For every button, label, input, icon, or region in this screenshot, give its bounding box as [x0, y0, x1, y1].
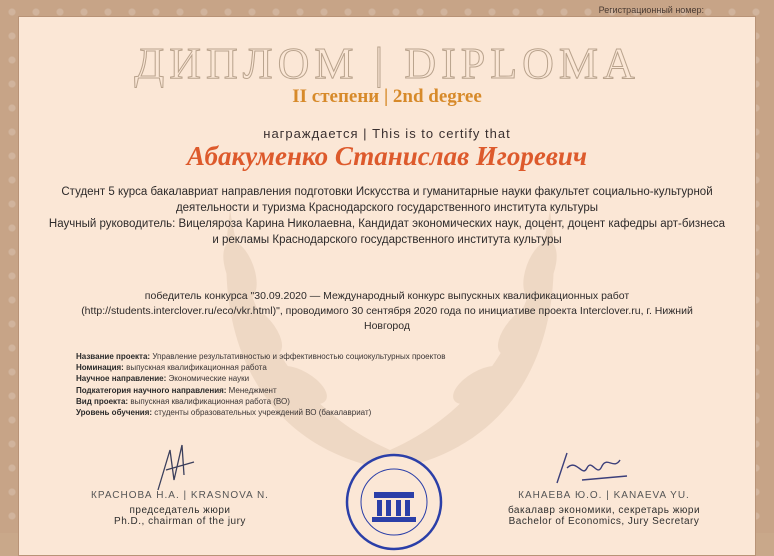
- winner-statement: [60, 289, 714, 334]
- secretary-role: бакалавр экономики, секретарь жюри: [507, 505, 701, 516]
- winner-line: победитель конкурса "30.09.2020 — Международный конкурс выпускных квалификационных работ: [144, 290, 630, 302]
- winner-line: Новгород: [363, 320, 410, 332]
- bio-line: Студент 5 курса бакалавриат направления подготовки Искусства и гуманитарные науки факультет социально-культурной: [61, 186, 713, 198]
- seal-stamp-icon: [344, 452, 444, 552]
- winner-line: (http://students.interclover.ru/eco/vkr.html)", проводимого 30 сентября 2020 года по инициативе проекта Interclover.ru, г. Нижний: [81, 305, 693, 317]
- detail-row: [76, 351, 446, 362]
- detail-label: Номинация:: [76, 363, 124, 373]
- signature-icon: [552, 448, 632, 488]
- awarded-label: награждается | This is to certify that: [263, 126, 511, 141]
- registration-number-label: Регистрационный номер:: [598, 5, 704, 15]
- detail-label: Название проекта:: [76, 352, 151, 361]
- detail-row: [76, 385, 446, 396]
- project-details: [76, 351, 446, 418]
- detail-row: [76, 396, 446, 407]
- secretary-signature-block: [484, 490, 724, 527]
- detail-label: Уровень обучения:: [76, 408, 153, 418]
- detail-value: студенты образовательных учреждений ВО (бакалавриат): [154, 408, 372, 418]
- recipient-name: Абакуменко Станислав Игоревич: [186, 141, 588, 171]
- detail-value: Экономические науки: [168, 374, 250, 384]
- chairman-name: КРАСНОВА Н.А. | KRASNOVA N.: [91, 490, 269, 501]
- detail-value: Менеджмент: [228, 385, 277, 395]
- detail-value: выпускная квалификационная работа: [126, 363, 267, 373]
- detail-label: Вид проекта:: [76, 396, 129, 406]
- diploma-title: ДИПЛОМ | DIPLOMA: [134, 39, 640, 88]
- detail-label: Научное направление:: [76, 374, 167, 384]
- secretary-role-en: Bachelor of Economics, Jury Secretary: [508, 516, 700, 527]
- bio-line: и рекламы Краснодарского государственного института культуры: [212, 234, 562, 246]
- detail-value: выпускная квалификационная работа (ВО): [130, 396, 290, 406]
- recipient-bio: [40, 184, 734, 248]
- detail-row: [76, 407, 446, 418]
- detail-label: Подкатегория научного направления:: [76, 385, 227, 395]
- bio-line: деятельности и туризма Краснодарского государственного института культуры: [175, 202, 599, 214]
- detail-value: Управление результативностью и эффективностью социокультурных проектов: [152, 352, 446, 361]
- degree-label: II степени | 2nd degree: [292, 86, 482, 107]
- chairman-signature-block: [70, 490, 290, 527]
- chairman-role-en: Ph.D., chairman of the jury: [114, 516, 246, 527]
- detail-row: [76, 373, 446, 384]
- chairman-role: председатель жюри: [129, 505, 231, 516]
- signature-icon: [148, 440, 208, 495]
- detail-row: [76, 362, 446, 373]
- secretary-name: КАНАЕВА Ю.О. | KANAEVA YU.: [518, 490, 690, 501]
- bio-line: Научный руководитель: Вицеляроза Карина Николаевна, Кандидат экономических наук, доцент, доцент кафедры арт-бизнеса: [48, 218, 726, 230]
